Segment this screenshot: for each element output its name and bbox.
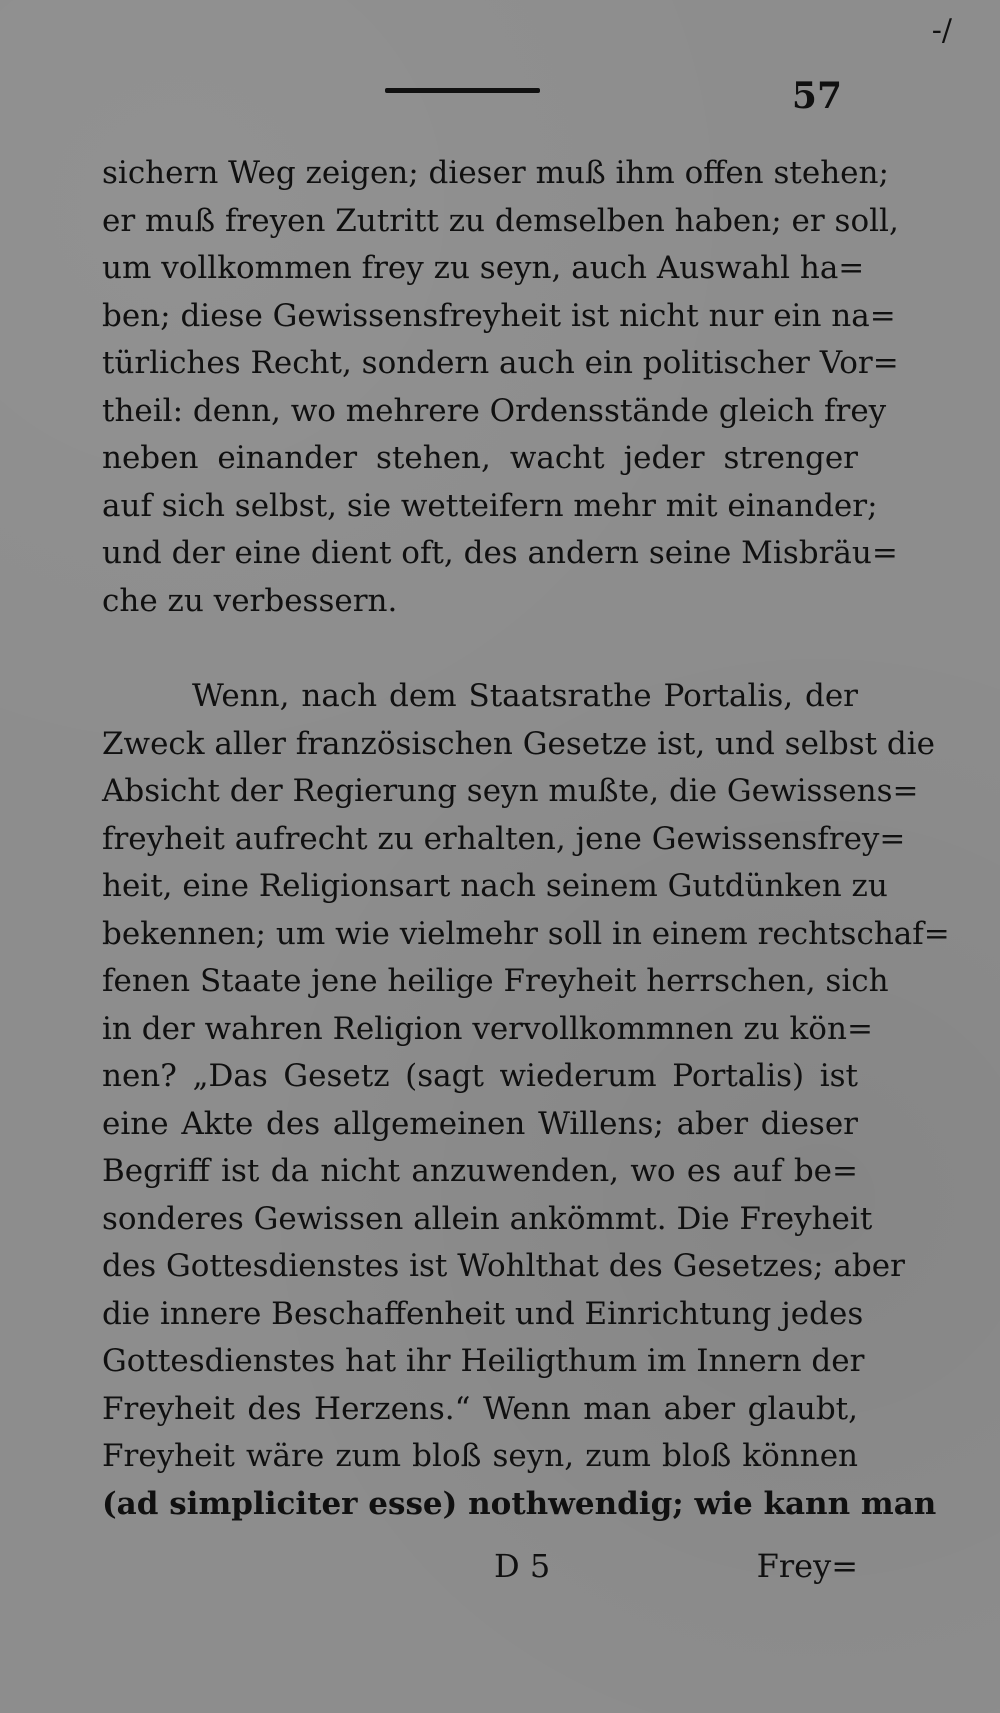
paragraph-line: (ad simpliciter esse) nothwendig; wie kann man [102,1485,937,1522]
paragraph-line: Gottesdienstes hat ihr Heiligthum im Innern der [102,1343,865,1379]
paragraph-line: neben einander stehen, wacht jeder strenger [102,440,858,476]
paragraph-line: in der wahren Religion vervollkommnen zu kön= [102,1010,873,1047]
paragraph-line: Absicht der Regierung seyn mußte, die Gewissens= [102,773,919,809]
paragraph-line: che zu verbessern. [102,582,398,619]
paragraph-line: sichern Weg zeigen; dieser muß ihm offen stehen; [102,155,889,191]
paragraph-line: heit, eine Religionsart nach seinem Gutdünken zu [102,868,888,904]
page-number: 57 [791,75,842,117]
paragraph-line: die innere Beschaffenheit und Einrichtung jedes [102,1295,864,1332]
top-rule [385,88,540,93]
paragraph-line: Begriff ist da nicht anzuwenden, wo es auf be= [102,1153,858,1189]
paragraph-line: bekennen; um wie vielmehr soll in einem rechtschaf= [102,915,950,952]
paragraph-line: Freyheit des Herzens.“ Wenn man aber glaubt, [102,1390,858,1427]
paragraph-line: ben; diese Gewissensfreyheit ist nicht nur ein na= [102,297,896,334]
paragraph-line: fenen Staate jene heilige Freyheit herrschen, sich [102,963,889,999]
paragraph-line: türliches Recht, sondern auch ein politischer Vor= [102,345,899,381]
catchword: Frey= [756,1547,858,1585]
paragraph-1 [102,150,899,625]
paragraph-line: des Gottesdienstes ist Wohlthat des Gesetzes; aber [102,1248,905,1284]
paragraph-line: sonderes Gewissen allein ankömmt. Die Freyheit [102,1200,873,1237]
paragraph-line: theil: denn, wo mehrere Ordensstände gleich frey [102,392,887,429]
paragraph-2 [102,673,950,1528]
paragraph-line: auf sich selbst, sie wetteifern mehr mit einander; [102,487,878,524]
paragraph-line: eine Akte des allgemeinen Willens; aber dieser [102,1105,858,1142]
paragraph-line: Wenn, nach dem Staatsrathe Portalis, der [192,678,858,714]
paragraph-line: nen? „Das Gesetz (sagt wiederum Portalis) ist [102,1058,858,1094]
paragraph-line: und der eine dient oft, des andern seine Misbräu= [102,535,898,571]
paragraph-line: freyheit aufrecht zu erhalten, jene Gewissensfrey= [102,820,906,857]
paragraph-line: um vollkommen frey zu seyn, auch Auswahl ha= [102,250,865,286]
paragraph-line: er muß freyen Zutritt zu demselben haben; er soll, [102,202,899,239]
paragraph-line: Freyheit wäre zum bloß seyn, zum bloß können [102,1438,858,1474]
signature-mark: D 5 [494,1547,551,1585]
corner-mark: -/ [931,13,952,48]
paragraph-line: Zweck aller französischen Gesetze ist, und selbst die [102,725,936,762]
